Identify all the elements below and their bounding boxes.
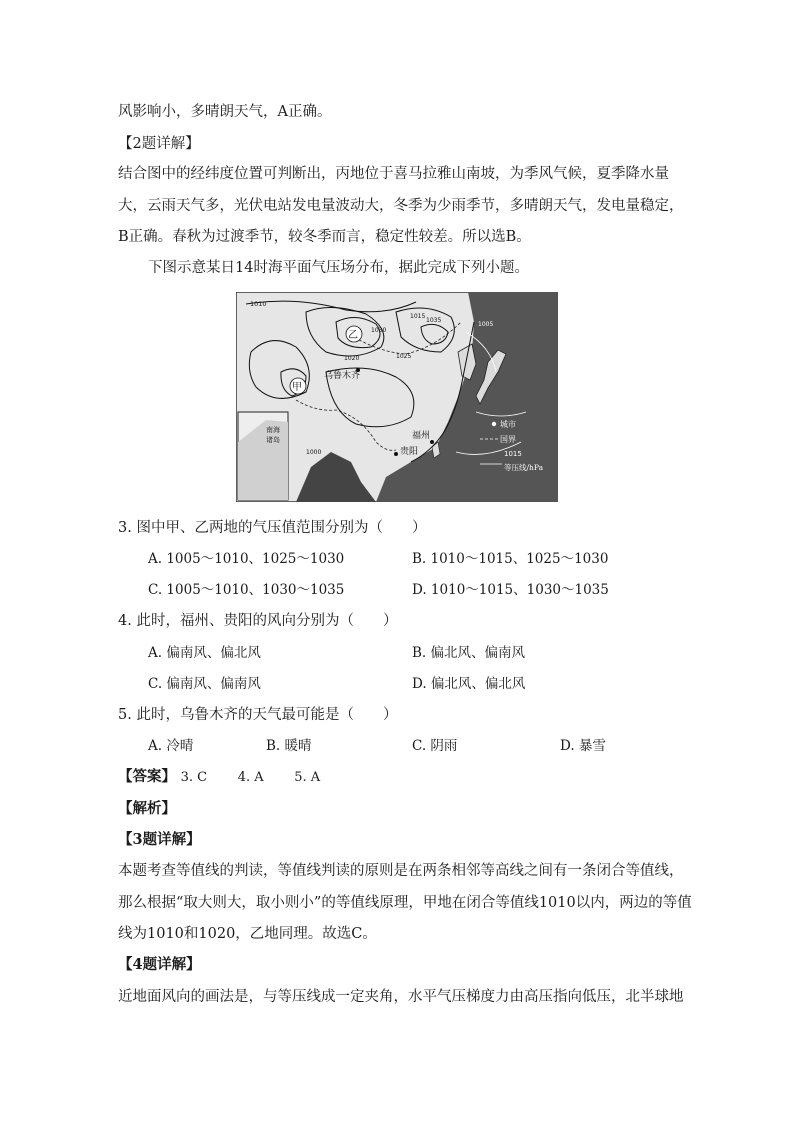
- paragraph-line: 结合图中的经纬度位置可判断出，丙地位于喜马拉雅山南坡，为季风气候，夏季降水量: [118, 166, 669, 182]
- paragraph-line: 那么根据“取大则大，取小则小”的等值线原理，甲地在闭合等值线1010以内，两边的等值: [118, 895, 692, 911]
- paragraph-line: 近地面风向的画法是，与等压线成一定夹角，水平气压梯度力由高压指向低压，北半球地: [118, 989, 684, 1005]
- city-dot: [394, 452, 398, 456]
- paragraph-line: 大，云雨天气多，光伏电站发电量波动大，冬季为少雨季节，多晴朗天气，发电量稳定，: [118, 198, 684, 214]
- city-dot: [430, 440, 434, 444]
- isobar-label: 1015: [410, 313, 426, 320]
- label-yi: 乙: [348, 330, 358, 341]
- isobar-label: 1020: [344, 355, 360, 362]
- option-b: B. 暖晴: [266, 738, 312, 754]
- section-heading-3: 【3题详解】: [118, 831, 201, 848]
- option-a: A. 偏南风、偏北风: [148, 645, 261, 661]
- option-a: A. 冷晴: [148, 738, 194, 754]
- option-c: C. 1005～1010、1030～1035: [148, 582, 345, 598]
- legend-city: 城市: [500, 420, 516, 429]
- isobar-label: 1035: [426, 317, 442, 324]
- answer-item: 3. C: [180, 770, 208, 785]
- answer-label: 【答案】: [118, 768, 176, 785]
- option-c: C. 偏南风、偏南风: [148, 676, 261, 692]
- question-stem: 5. 此时，乌鲁木齐的天气最可能是（ ）: [118, 707, 398, 723]
- isobar-label: 1025: [396, 353, 412, 360]
- isobar-label: 1030: [371, 327, 387, 334]
- paragraph-line: 风影响小，多晴朗天气，A正确。: [118, 104, 332, 120]
- question-stem: 3. 图中甲、乙两地的气压值范围分别为（ ）: [118, 520, 427, 536]
- isobar-label: 1010: [250, 300, 267, 308]
- paragraph-line: 线为1010和1020，乙地同理。故选C。: [118, 926, 377, 942]
- answer-item: 4. A: [237, 770, 264, 785]
- option-b: B. 偏北风、偏南风: [412, 645, 526, 661]
- label-guiyang: 贵阳: [400, 447, 419, 457]
- answer-item: 5. A: [294, 770, 321, 785]
- label-urumqi: 乌鲁木齐: [324, 371, 361, 381]
- pressure-map: [236, 292, 558, 502]
- isobar-label: 1005: [478, 321, 494, 328]
- option-b: B. 1010～1015、1025～1030: [412, 551, 609, 567]
- paragraph-line: B正确。春秋为过渡季节，较冬季而言，稳定性较差。所以选B。: [118, 229, 531, 245]
- legend-isobar: 等压线/hPa: [504, 463, 544, 472]
- legend-border: 国界: [500, 435, 516, 444]
- option-d: D. 暴雪: [560, 738, 606, 754]
- option-a: A. 1005～1010、1025～1030: [148, 551, 345, 567]
- isobar-label: 1000: [306, 449, 322, 456]
- label-fuzhou: 福州: [412, 431, 431, 441]
- question-stem: 4. 此时，福州、贵阳的风向分别为（ ）: [118, 613, 398, 629]
- figure-intro: 下图示意某日14时海平面气压场分布，据此完成下列小题。: [148, 260, 529, 276]
- scs-label: 诸岛: [266, 436, 280, 444]
- option-d: D. 1010～1015、1030～1035: [412, 582, 609, 598]
- scs-label: 南海: [266, 426, 280, 434]
- option-d: D. 偏北风、偏北风: [412, 676, 526, 692]
- legend-isobar-value: 1015: [504, 450, 522, 458]
- section-heading-4: 【4题详解】: [118, 956, 201, 973]
- analysis-title: 【解析】: [118, 800, 176, 817]
- paragraph-line: 本题考查等值线的判读，等值线判读的原则是在两条相邻等高线之间有一条闭合等值线，: [118, 863, 684, 879]
- option-c: C. 阴雨: [412, 738, 458, 754]
- answer-line: [118, 767, 320, 788]
- label-jia: 甲: [292, 382, 302, 393]
- section-heading-2: 【2题详解】: [118, 136, 200, 152]
